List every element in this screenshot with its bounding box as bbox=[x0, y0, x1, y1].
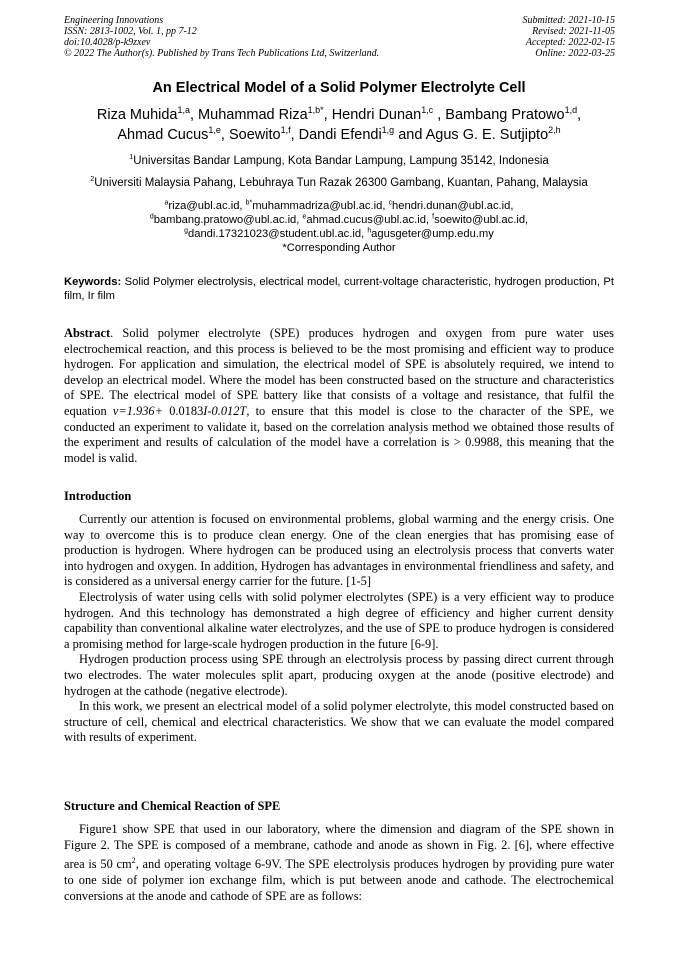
email-line: $^a$riza@ubl.ac.id, $^{b*}$muhammadriza@ubl.ac.id, $^c$hendri.dunan@ubl.ac.id, bbox=[164, 199, 514, 212]
date-revised: Revised: 2021-11-05 bbox=[532, 26, 615, 37]
introduction-body bbox=[64, 512, 614, 746]
abstract-label: Abstract bbox=[64, 326, 111, 340]
copyright-notice: © 2022 The Author(s). Published by Trans Tech Publications Ltd, Switzerland. bbox=[64, 48, 380, 59]
affiliation-2: $^2$Universiti Malaysia Pahang, Lebuhraya Tun Razak 26300 Gambang, Kuantan, Pahang, Malaysia bbox=[90, 175, 588, 189]
author: Agus G. E. Sutjipto$^{2,h}$ bbox=[425, 125, 561, 143]
author: Bambang Pratowo$^{1,d}$, bbox=[445, 105, 582, 123]
date-online: Online: 2022-03-25 bbox=[535, 48, 615, 59]
email-line: $^d$bambang.pratowo@ubl.ac.id, $^e$ahmad.cucus@ubl.ac.id, $^f$soewito@ubl.ac.id, bbox=[149, 213, 529, 226]
section-heading-introduction: Introduction bbox=[64, 489, 132, 503]
date-accepted: Accepted: 2022-02-15 bbox=[525, 37, 615, 48]
abstract: Abstract. Solid polymer electrolyte (SPE) produces hydrogen and oxygen from pure water uses electrochemical reaction, and this process is believed to be the most promising and efficient way to produce hydrogen. For application and simulation, the electrical model of SPE is absolutely required, we intend to develop an electrical model. Where the model has been constructed based on the structure and characteristics of SPE. The electrical model of SPE battery like that consists of a voltage and resistance, that fulfil the equation v=1.936+ 0.0183I-0.012T, to ensure that this model is close to the character of the SPE, we conducted an experiment to validate it, based on the correlation analysis method we obtained those results of the experiment and results of calculation of the model have a correlation is > 0.9988, this meaning that the model is valid. bbox=[64, 326, 615, 465]
keywords-text: Solid Polymer electrolysis, electrical model, current-voltage characteristic, hydrogen production, Pt film, Ir film bbox=[64, 276, 614, 302]
paragraph: Electrolysis of water using cells with solid polymer electrolytes (SPE) is a very efficient way to produce hydrogen. And this technology has demonstrated a high degree of efficiency and higher current density capability than conventional alkaline water electrolyzes, and the use of SPE to produce hydrogen is considered a promising method for large-scale hydrogen production in the future [6-9]. bbox=[64, 589, 614, 651]
paragraph: Currently our attention is focused on environmental problems, global warming and the energy crisis. One way to overcome this is to produce clean energy. One of the clean energies that has promising ease of production is hydrogen. Where hydrogen can be produced using an electrolysis process that converts water into hydrogen and oxygen. In addition, Hydrogen has advantages in environmental friendliness and safety, and is considered as a universal energy carrier for the future. [1-5] bbox=[64, 512, 614, 589]
journal-name: Engineering Innovations bbox=[64, 15, 164, 26]
keywords bbox=[64, 275, 614, 303]
paragraph: In this work, we present an electrical model of a solid polymer electrolyte, this model constructed based on structure of cell, chemical and electrical characteristics. We show that we can evaluate the model compared with results of experiment. bbox=[64, 699, 614, 745]
author: Dandi Efendi$^{1,g}$ and bbox=[298, 125, 426, 143]
author-list bbox=[50, 105, 628, 145]
keywords-label: Keywords: bbox=[64, 276, 122, 288]
author: Muhammad Riza$^{1,b*}$, bbox=[198, 105, 332, 123]
journal-header bbox=[64, 15, 379, 59]
author-emails bbox=[40, 199, 638, 255]
paragraph: Figure1 show SPE that used in our laboratory, where the dimension and diagram of the SPE shown in Figure 2. The SPE is composed of a membrane, cathode and anode as shown in Fig. 2. [6], where effective area is 50 $cm^2$, and operating voltage 6-9V. The SPE electrolysis produces hydrogen by providing pure water to one side of polymer ion exchange film, which is put between anode and cathode. The electrochemical conversions at the anode and cathode of SPE are as follows: bbox=[64, 822, 615, 903]
dates-header bbox=[523, 15, 616, 59]
author: Riza Muhida$^{1,a}$, bbox=[96, 105, 199, 123]
email-line: $^g$dandi.17321023@student.ubl.ac.id, $^h$agusgeter@ump.edu.my bbox=[184, 227, 494, 240]
journal-issn: ISSN: 2813-1002, Vol. 1, pp 7-12 bbox=[64, 26, 197, 37]
corresponding-author-note: *Corresponding Author bbox=[282, 242, 396, 254]
model-equation: v=1.936+ bbox=[112, 403, 163, 418]
affiliation-1: $^1$Universitas Bandar Lampung, Kota Bandar Lampung, Lampung 35142, Indonesia bbox=[129, 153, 549, 167]
structure-body bbox=[64, 822, 614, 904]
author: Ahmad Cucus$^{1,e}$, bbox=[117, 125, 229, 143]
paper-title: An Electrical Model of a Solid Polymer Electrolyte Cell bbox=[152, 80, 526, 96]
date-submitted: Submitted: 2021-10-15 bbox=[522, 15, 615, 26]
journal-doi: doi:10.4028/p-k9zxev bbox=[64, 37, 151, 48]
section-heading-structure: Structure and Chemical Reaction of SPE bbox=[64, 799, 281, 813]
paragraph: Hydrogen production process using SPE through an electrolysis process by passing direct current through two electrodes. The water molecules split apart, producing oxygen at the anode (positive electrode) and hydrogen at the cathode (negative electrode). bbox=[64, 652, 614, 698]
author: Soewito$^{1,f}$, bbox=[228, 125, 299, 143]
author: Hendri Dunan$^{1,c}$ , bbox=[331, 105, 446, 123]
